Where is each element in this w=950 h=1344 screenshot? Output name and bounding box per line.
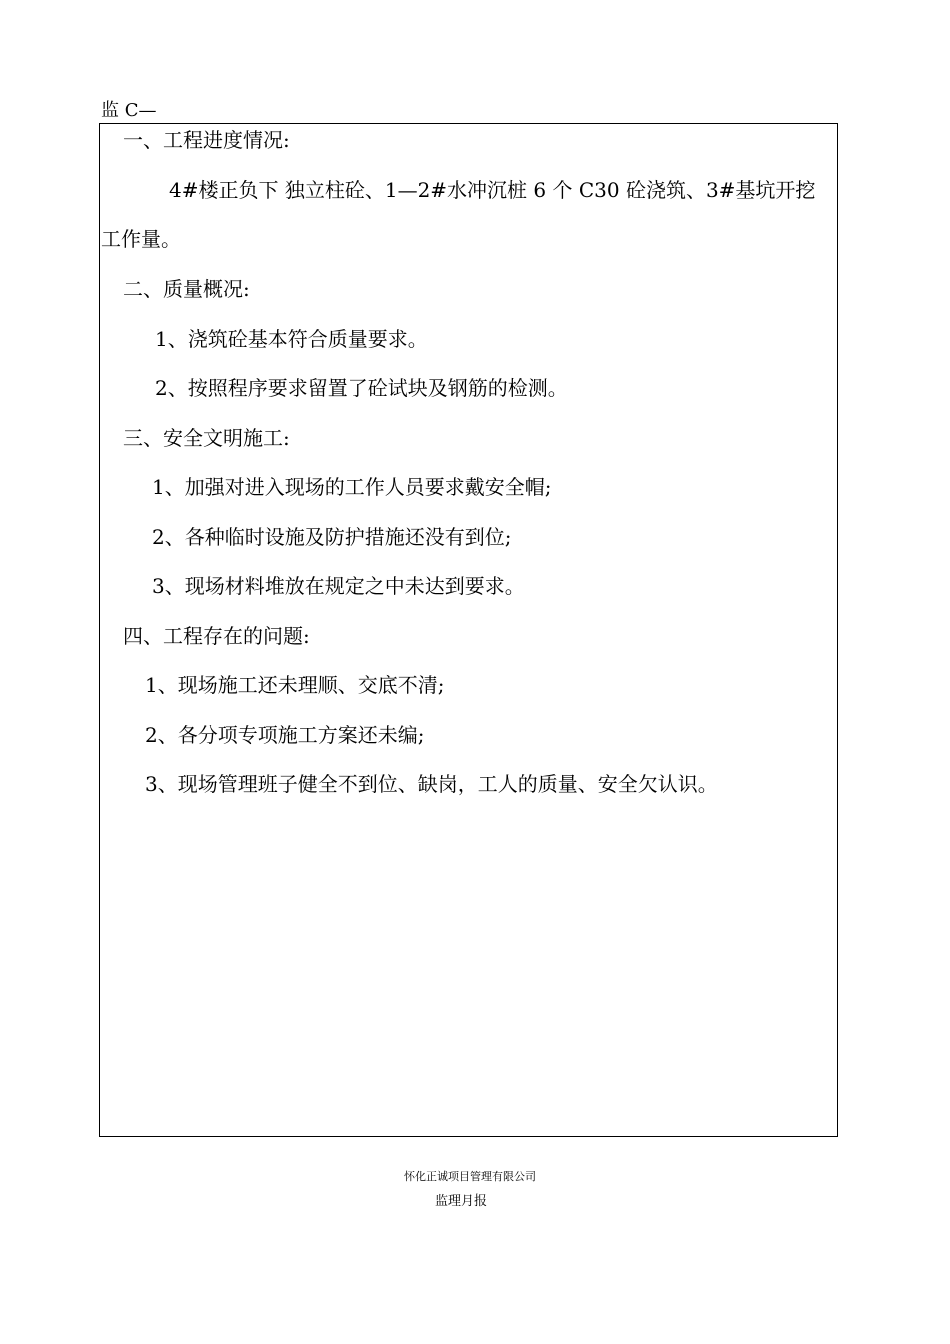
safety-item-1: 1、加强对进入现场的工作人员要求戴安全帽; — [152, 475, 552, 499]
issues-item-2: 2、各分项专项施工方案还未编; — [145, 723, 425, 747]
section-heading-issues: 四、工程存在的问题: — [123, 624, 310, 648]
progress-text-line-2: 工作量。 — [101, 227, 181, 251]
progress-text-line-1: 4#楼正负下 独立柱砼、1—2#水冲沉桩 6 个 C30 砼浇筑、3#基坑开挖 — [169, 178, 816, 202]
safety-item-2: 2、各种临时设施及防护措施还没有到位; — [152, 525, 512, 549]
form-code: 监 C— — [101, 100, 157, 121]
quality-item-1: 1、浇筑砼基本符合质量要求。 — [155, 327, 428, 351]
section-heading-quality: 二、质量概况: — [123, 277, 250, 301]
footer-company: 怀化正诚项目管理有限公司 — [404, 1170, 536, 1183]
section-heading-progress: 一、工程进度情况: — [123, 128, 290, 152]
safety-item-3: 3、现场材料堆放在规定之中未达到要求。 — [152, 574, 525, 598]
section-heading-safety: 三、安全文明施工: — [123, 426, 290, 450]
quality-item-2: 2、按照程序要求留置了砼试块及钢筋的检测。 — [155, 376, 568, 400]
footer-title: 监理月报 — [434, 1194, 487, 1209]
issues-item-1: 1、现场施工还未理顺、交底不清; — [145, 673, 445, 697]
issues-item-3: 3、现场管理班子健全不到位、缺岗，工人的质量、安全欠认识。 — [145, 772, 718, 796]
